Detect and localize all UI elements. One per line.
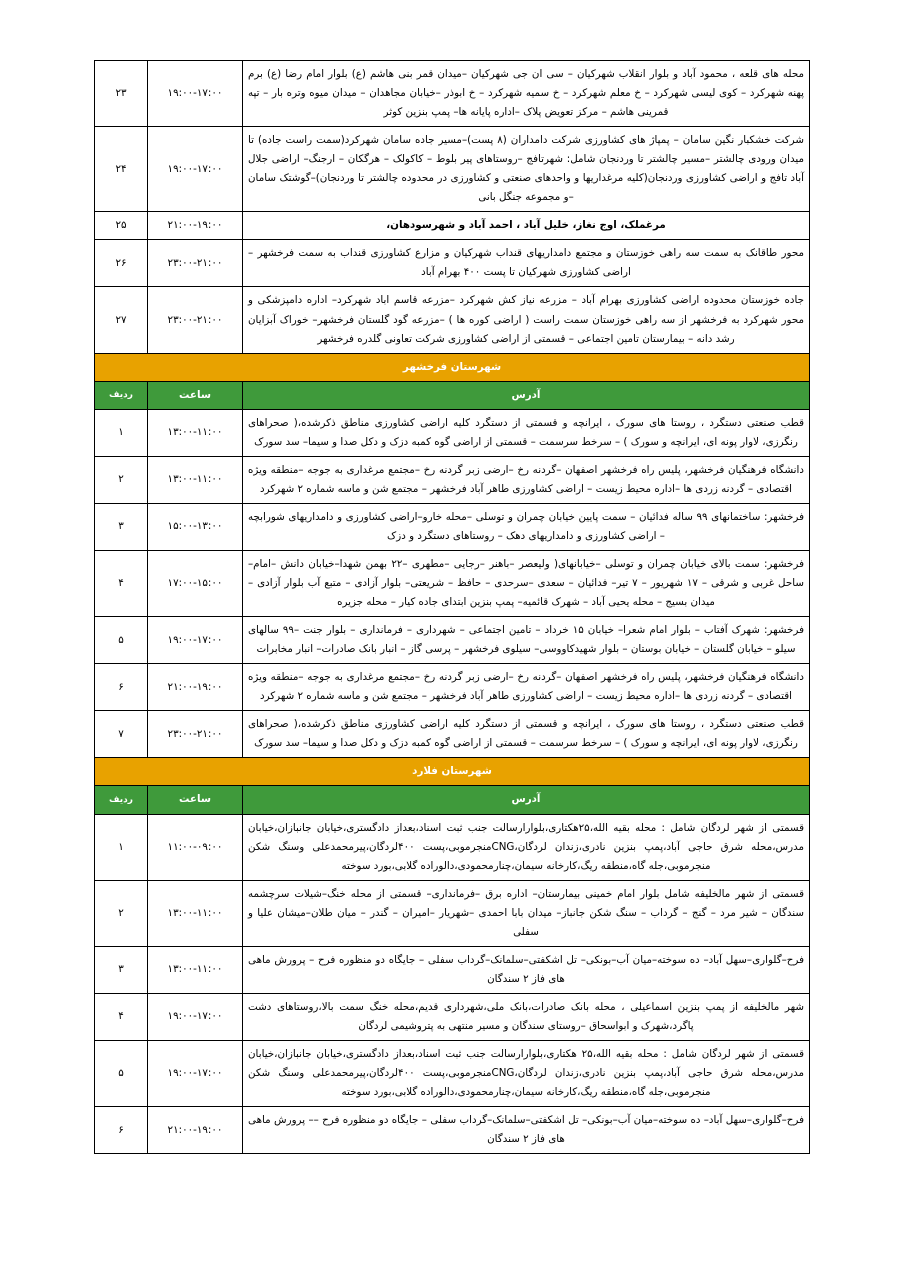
table-row (95, 456, 810, 503)
cell-address: مرغملک، اوج نغاز، خلیل آباد ، احمد آباد و شهرسودهان، (243, 212, 810, 240)
cell-address: محله های قلعه ، محمود آباد و بلوار انقلاب شهرکیان – سی ان جی شهرکیان –میدان قمر بنی هاشم (ع) بلوار امام رضا (ع) برم پهنه شهرکرد – کوی لیسی شهرکرد – خ معلم شهرکرد – خ سمیه شهرکرد – خ ابوذر –خیابان مجاهدان – میدان میوه وتره بار – تپه قمرینی هاشم – مرکز تعویض پلاک –اداره پایانه ها– پمپ بنزین کوثر (243, 61, 810, 127)
column-header-row: ردیف (95, 786, 148, 814)
column-header-time: ساعت (148, 381, 243, 409)
cell-address: فرح–گلواری–سهل آباد– ده سوخته–میان آب–بونکی– تل اشکفتی–سلمانک–گرداب سفلی – جایگاه دو منظوره فرح – پرورش ماهی های فاز ۲ سندگان (243, 946, 810, 993)
column-header-time: ساعت (148, 786, 243, 814)
cell-time: ۱۹:۰۰-۱۷:۰۰ (148, 617, 243, 664)
cell-address: شرکت خشکبار نگین سامان – پمپاژ های کشاورزی شرکت دامداران (۸ پست)–مسیر جاده سامان شهرکرد(سمت راست جاده) تا میدان ورودی چالشتر –مسیر چالشتر تا وردنجان شامل: شهرتافج –روستاهای پیر بلوط – کاکولک – هرگکان – ارجنگ– اراضی جلال آباد تافج و اراضی کشاورزی وردنجان(کلیه مرغداریها و واحدهای صنعتی و کشاورزی در محدوده چالشتر تا وردنجان)–گوشتک سامان –و مجموعه جنگل بانی (243, 127, 810, 212)
section-banner-row (95, 758, 810, 786)
table-body (95, 61, 810, 1154)
table-row (95, 240, 810, 287)
cell-time: ۲۱:۰۰-۱۹:۰۰ (148, 1107, 243, 1154)
cell-address: قطب صنعتی دستگرد ، روستا های سورک ، ایرانچه و قسمتی از دستگرد کلیه اراضی کشاورزی مناطق ذکرشده،( صحراهای رنگرزی، لاوار پونه ای، ایرانچه و سورک ) – سرخط سرسمت – قسمتی از اراضی گوه کمبه دزک و دکل صدا و سیما– سد سورک (243, 711, 810, 758)
cell-time: ۱۳:۰۰-۱۱:۰۰ (148, 946, 243, 993)
cell-row-number: ۲۴ (95, 127, 148, 212)
cell-row-number: ۲۳ (95, 61, 148, 127)
column-header-row (95, 786, 810, 814)
cell-time: ۱۵:۰۰-۱۳:۰۰ (148, 503, 243, 550)
table-row (95, 617, 810, 664)
cell-row-number: ۲ (95, 456, 148, 503)
column-header-address: آدرس (243, 786, 810, 814)
table-row (95, 664, 810, 711)
section-title: شهرستان فرخشهر (95, 353, 810, 381)
cell-row-number: ۳ (95, 946, 148, 993)
cell-row-number: ۴ (95, 550, 148, 616)
cell-time: ۱۹:۰۰-۱۷:۰۰ (148, 61, 243, 127)
table-row (95, 946, 810, 993)
cell-address: فرخشهر: سمت بالای خیابان چمران و توسلی –خیابانهای( ولیعصر –باهنر –رجایی –مطهری –۲۲ بهمن شهدا–خیابان دانش –امام– ساحل غربی و شرقی – ۱۷ شهریور – ۷ تیر– فدائیان – سعدی –سرحدی – حافظ – شریعتی– بلوار آزادی – متبع آب بلوار آزادی – میدان بسیج – محله یحیی آباد – شهرک قائمیه– پمپ بنزین ابتدای جاده کیار – محله جزیره (243, 550, 810, 616)
cell-time: ۱۳:۰۰-۱۱:۰۰ (148, 880, 243, 946)
cell-address: محور طاقانک به سمت سه راهی خوزستان و مجتمع دامداریهای قنداب شهرکیان و مزارع کشاورزی قنداب به سمت فرخشهر – اراضی کشاورزی شهرکیان تا پست ۴۰۰ بهرام آباد (243, 240, 810, 287)
cell-time: ۲۳:۰۰-۲۱:۰۰ (148, 711, 243, 758)
cell-time: ۱۷:۰۰-۱۵:۰۰ (148, 550, 243, 616)
section-title: شهرستان فلارد (95, 758, 810, 786)
cell-row-number: ۳ (95, 503, 148, 550)
cell-address: قسمتی از شهر مالخلیفه شامل بلوار امام خمینی بیمارستان– اداره برق –فرمانداری– قسمتی از محله خنگ–شیلات سرچشمه سندگان – شیر مرد – گنج – گرداب – سنگ شکن جانباز– میدان بابا احمدی –شهریار –امیران – گندر – میان طلان–میشان علیا و سفلی (243, 880, 810, 946)
cell-row-number: ۲۷ (95, 287, 148, 353)
cell-row-number: ۵ (95, 617, 148, 664)
table-row (95, 127, 810, 212)
cell-row-number: ۶ (95, 1107, 148, 1154)
table-row (95, 711, 810, 758)
cell-address: شهر مالخلیفه از پمپ بنزین اسماعیلی ، محله بانک صادرات،بانک ملی،شهرداری قدیم،محله خنگ سمت بالا،روستاهای دشت پاگرد،شهرک و ابواسحاق –روستای سندگان و مسیر منتهی به پتروشیمی لردگان (243, 993, 810, 1040)
cell-address: فرخشهر: ساختمانهای ۹۹ ساله فدائیان – سمت پایین خیابان چمران و توسلی –محله خارو–اراضی کشاورزی و دامداریهای شورابچه – اراضی کشاورزی و دامداریهای دهک – روستاهای دستگرد و دزک (243, 503, 810, 550)
column-header-row: ردیف (95, 381, 148, 409)
cell-time: ۱۹:۰۰-۱۷:۰۰ (148, 1040, 243, 1106)
cell-row-number: ۵ (95, 1040, 148, 1106)
table-row (95, 212, 810, 240)
table-row (95, 503, 810, 550)
cell-time: ۱۳:۰۰-۱۱:۰۰ (148, 456, 243, 503)
column-header-address: آدرس (243, 381, 810, 409)
cell-address: قطب صنعتی دستگرد ، روستا های سورک ، ایرانچه و قسمتی از دستگرد کلیه اراضی کشاورزی مناطق ذکرشده،( صحراهای رنگرزی، لاوار پونه ای، ایرانچه و سورک ) – سرخط سرسمت – قسمتی از اراضی گوه کمبه دزک و دکل صدا و سیما– سد سورک (243, 409, 810, 456)
table-row (95, 880, 810, 946)
table-row (95, 550, 810, 616)
cell-time: ۱۹:۰۰-۱۷:۰۰ (148, 993, 243, 1040)
table-row (95, 409, 810, 456)
cell-row-number: ۴ (95, 993, 148, 1040)
cell-time: ۱۳:۰۰-۱۱:۰۰ (148, 409, 243, 456)
cell-time: ۲۱:۰۰-۱۹:۰۰ (148, 212, 243, 240)
cell-address: قسمتی از شهر لردگان شامل : محله بقیه الله،۲۵ هکتاری،بلوارارسالت جنب ثبت اسناد،بعداز دادگستری،خیابان جانبازان،خیابان مدرس،محله شرق حاجی آباد،پمپ بنزین نادری،زندان لردگان،CNGمنجرموبی،پست ۴۰۰لردگان،پیرمحمدعلی وسنگ شکن منجرموبی،جله گاه،منطقه ریگ،کارخانه سیمان،چنارمحمودی،دالوراده گلابی،بورد سوخته (243, 1040, 810, 1106)
cell-row-number: ۷ (95, 711, 148, 758)
cell-time: ۱۱:۰۰-۰۹:۰۰ (148, 814, 243, 880)
cell-row-number: ۲ (95, 880, 148, 946)
cell-address: دانشگاه فرهنگیان فرخشهر، پلیس راه فرخشهر اصفهان –گردنه رخ –ارضی زبر گردنه رخ –مجتمع مرغداری به جوجه –منطقه ویژه اقتصادی – گردنه زردی ها –اداره محیط زیست – اراضی کشاورزی طاهر آباد فرخشهر – مجتمع شن و ماسه شماره ۲ شهرکرد (243, 664, 810, 711)
outage-schedule-table (94, 60, 810, 1154)
cell-time: ۲۳:۰۰-۲۱:۰۰ (148, 287, 243, 353)
cell-address: قسمتی از شهر لردگان شامل : محله بقیه الله،۲۵هکتاری،بلوارارسالت جنب ثبت اسناد،بعداز دادگستری،خیابان جانبازان،خیابان مدرس،محله شرق حاجی آباد،پمپ بنزین نادری،زندان لردگان،CNGمنجرموبی،پست ۴۰۰لردگان،پیرمحمدعلی وسنگ شکن منجرموبی،جله گاه،منطقه ریگ،کارخانه سیمان،چنارمحمودی،دالوراده گلابی،بورد سوخته (243, 814, 810, 880)
column-header-row (95, 381, 810, 409)
cell-time: ۱۹:۰۰-۱۷:۰۰ (148, 127, 243, 212)
cell-row-number: ۱ (95, 409, 148, 456)
cell-address: فرخشهر: شهرک آفتاب – بلوار امام شعرا– خیابان ۱۵ خرداد – تامین اجتماعی – شهرداری – فرمانداری – بلوار جنت –۹۹ سالهای سیلو – خیابان گلستان – خیابان بوستان – بلوار شهیدکاووسی– سیلوی فرخشهر – پرسی گاز – انبار بانک صادرات– انبار مخابرات (243, 617, 810, 664)
cell-row-number: ۶ (95, 664, 148, 711)
table-row (95, 814, 810, 880)
table-row (95, 287, 810, 353)
cell-time: ۲۳:۰۰-۲۱:۰۰ (148, 240, 243, 287)
cell-address: فرح–گلواری–سهل آباد– ده سوخته–میان آب–بونکی– تل اشکفتی–سلمانک–گرداب سفلی – جایگاه دو منظوره فرح –– پرورش ماهی های فاز ۲ سندگان (243, 1107, 810, 1154)
cell-row-number: ۱ (95, 814, 148, 880)
section-banner-row (95, 353, 810, 381)
table-row (95, 1040, 810, 1106)
cell-row-number: ۲۶ (95, 240, 148, 287)
table-row (95, 1107, 810, 1154)
cell-row-number: ۲۵ (95, 212, 148, 240)
table-row (95, 993, 810, 1040)
cell-address: دانشگاه فرهنگیان فرخشهر، پلیس راه فرخشهر اصفهان –گردنه رخ –ارضی زبر گردنه رخ –مجتمع مرغداری به جوجه –منطقه ویژه اقتصادی – گردنه زردی ها –اداره محیط زیست – اراضی کشاورزی طاهر آباد فرخشهر – مجتمع شن و ماسه شماره ۲ شهرکرد (243, 456, 810, 503)
cell-time: ۲۱:۰۰-۱۹:۰۰ (148, 664, 243, 711)
table-row (95, 61, 810, 127)
cell-address: جاده خوزستان محدوده اراضی کشاورزی بهرام آباد – مزرعه نیاز کش شهرکرد –مزرعه قاسم اباد شهرکرد– اداره دامپزشکی و محور شهرکرد به فرخشهر از سه راهی خوزستان سمت راست ( اراضی کوره ها ) –مزرعه گود گلستان فرخشهر– خوراک آبزایان رشد دانه – بیمارستان تامین اجتماعی – قسمتی از اراضی کشاورزی شرکت تعاونی گلدره فرخشهر (243, 287, 810, 353)
